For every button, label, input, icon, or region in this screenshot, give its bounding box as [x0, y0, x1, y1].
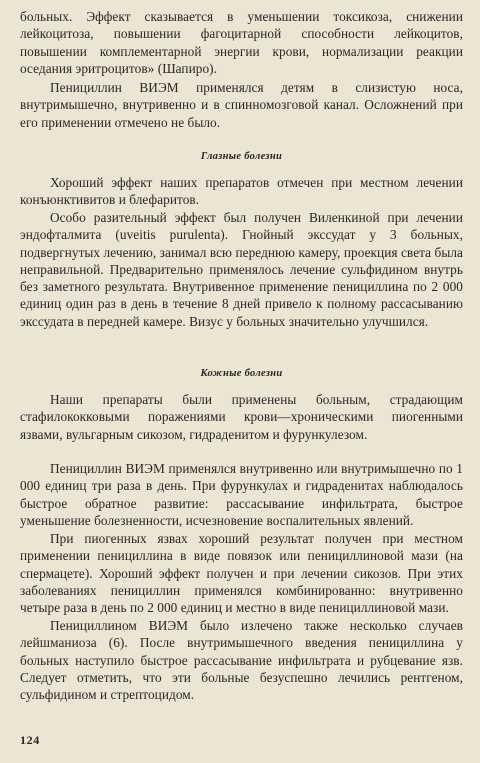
page-number: 124 — [20, 733, 40, 747]
paragraph-pyogenic-ulcers: При пиогенных язвах хороший результат получен при местном применении пенициллина в виде повязок или пенициллиновой мази (на спермацете). Хороший эффект получен и при лечении сикозов. При этих заболеваниях пенициллин применялся комбинированно: внутривенно четыре раза в день по 2 000 единиц и местно в виде пенициллиновой мази. — [20, 531, 463, 616]
paragraph-furuncles: Пенициллин ВИЭМ применялся внутривенно или внутримышечно по 1 000 единиц три раза в день. При фурункулах и гидраденитах наблюдалось быстрое обратное развитие: рассасывание инфильтрата, быстрое уменьшение болезненности, исчезновение воспалительных явлений. — [20, 461, 463, 528]
paragraph-staphylococcal: Наши препараты были применены больным, страдающим стафилококковыми поражениями крови—хроническими пиогенными язвами, вульгарным сикозом, гидраденитом и фурункулезом. — [20, 392, 463, 442]
paragraph-conjunctivitis: Хороший эффект наших препаратов отмечен при местном лечении конъюнктивитов и блефаритов. — [20, 175, 463, 208]
paragraph-endophthalmitis: Особо разительный эффект был получен Виленкиной при лечении эндофталмита (uveitis purulenta). Гнойный экссудат у 3 больных, подвергнутых лечению, занимал всю переднюю камеру, проекция света была неправильной. Предварительно применялось лечение сульфидином внутрь без заметного результата. Внутривенное применение пенициллина по 2 000 единиц один раз в день в течение 8 дней привело к полному рассасыванию экссудата в передней камере. Визус у больных значительно улучшился. — [20, 210, 463, 329]
book-page — [20, 0, 463, 763]
paragraph-continuation: больных. Эффект сказывается в уменьшении токсикоза, снижении лейкоцитоза, повышении фагоцитарной способности лейкоцитов, повышении комплементарной энергии крови, нормализации реакции оседания эритроцитов» (Шапиро). — [20, 9, 463, 76]
section-heading-eye-diseases: Глазные болезни — [200, 151, 283, 162]
paragraph-children: Пенициллин ВИЭМ применялся детям в слизистую носа, внутримышечно, внутривенно и в спинномозговой канал. Осложнений при его применении отмечено не было. — [20, 80, 463, 130]
paragraph-leishmaniasis: Пенициллином ВИЭМ было излечено также несколько случаев лейшманиоза (6). После внутримышечного введения пенициллина у больных наступило быстрое рассасывание инфильтрата и рубцевание язв. Следует отметить, что эти больные безуспешно лечились рентгеном, сульфидином и стрептоцидом. — [20, 618, 463, 703]
section-heading-skin-diseases: Кожные болезни — [200, 368, 283, 379]
